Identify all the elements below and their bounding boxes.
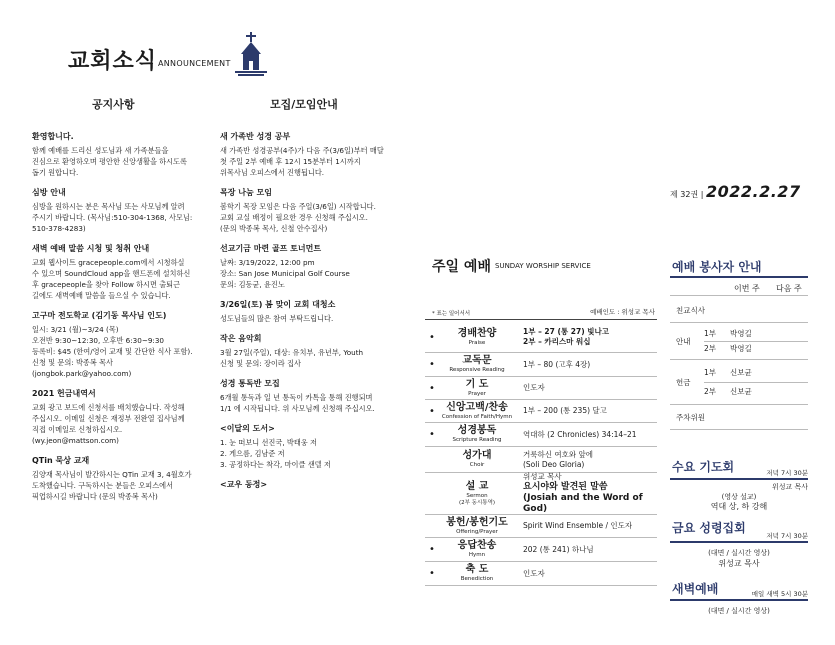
- notice-heading: 새벽 예배 말씀 시청 및 청취 안내: [32, 244, 150, 253]
- worship-order-row: [425, 447, 657, 473]
- worship-order-name-ko: 성가대: [462, 450, 492, 461]
- notice-heading: 심방 안내: [32, 188, 66, 197]
- worship-order-detail: [515, 569, 657, 579]
- worship-order-detail: [515, 450, 657, 470]
- worship-order-detail-line: 1부 – 80 (고후 4장): [523, 359, 591, 369]
- divider: [670, 295, 808, 296]
- stand-marker: •: [429, 382, 435, 394]
- worship-order-detail-line: 202 (통 241) 하나님: [523, 544, 594, 554]
- gathering-golf: [220, 244, 400, 290]
- service-dawn-title: 새벽예배: [672, 582, 719, 596]
- divider: [670, 599, 808, 601]
- worship-order-name: [439, 481, 515, 507]
- worship-order-name: [439, 402, 515, 421]
- worship-order-name: [439, 425, 515, 444]
- ministry-offering: [670, 360, 808, 404]
- worship-order-name: [439, 379, 515, 398]
- gathering-heading: 성경 통독반 모집: [220, 379, 280, 388]
- notice-evangelism-school: [32, 311, 210, 379]
- worship-order-name-en: Sermon (2부 동시통역): [458, 492, 496, 506]
- page-title: 교회소식: [68, 49, 158, 74]
- stand-marker: •: [429, 331, 435, 343]
- gathering-newcomer: [220, 132, 400, 178]
- service-friday-leader: 위성교 목사: [718, 559, 760, 568]
- worship-leader: 예배인도 : 위성교 목사: [590, 308, 655, 316]
- worship-note: * 표는 일어서서: [432, 311, 471, 317]
- worship-order-detail: [515, 521, 657, 531]
- worship-order-detail: [515, 327, 657, 347]
- notice-body: 심방을 원하시는 분은 목사님 또는 사모님께 알려 주시기 바랍니다. (목사님:510-304-1368, 사모님: 510-378-4283): [32, 202, 193, 233]
- notice-body: 교회 웹사이트 gracepeople.com에서 시청하실 수 있으며 SoundCloud app을 핸드폰에 설치하신 후 gracepeople을 찾아 Follow 하시면 출퇴근 길에도 새벽예배 말씀을 들으실 수 있습니다.: [32, 258, 191, 300]
- worship-order-name: [439, 328, 515, 347]
- worship-order-name: [439, 564, 515, 583]
- worship-order-name-en: Choir: [469, 462, 485, 468]
- issue-separator: |: [700, 190, 706, 199]
- worship-order-detail: [515, 383, 657, 393]
- worship-order-row: [425, 423, 657, 447]
- worship-order-name-ko: 축 도: [465, 564, 489, 575]
- worship-order-detail-line: Spirit Wind Ensemble / 인도자: [523, 521, 633, 530]
- ministry-usher: [670, 323, 808, 359]
- worship-order-detail-line: 거룩하신 여호와 앞에: [523, 449, 593, 459]
- gathering-heading: 새 가족반 성경 공부: [220, 132, 291, 141]
- ministry-col-this-week: 이번 주: [734, 284, 760, 293]
- stand-marker: •: [429, 359, 435, 370]
- ministry-title: 예배 봉사자 안내: [672, 260, 762, 274]
- notice-body: 김양재 목사님이 발간하시는 QTin 교재 3, 4월호가 도착했습니다. 구독하시는 분들은 오피스에서 픽업하시길 바랍니다 (문의 박종복 목사): [32, 470, 192, 501]
- gathering-books: [220, 424, 400, 470]
- worship-order-name: [439, 540, 515, 559]
- worship-order-detail-line: 위성교 목사: [523, 472, 562, 481]
- gathering-body: 6개월 통독과 일 년 통독이 카톡을 통해 진행되며 1/1 에 시작됩니다. 위 사모님께 신청해 주십시오.: [220, 393, 375, 413]
- worship-order-name: [439, 450, 515, 469]
- gathering-cleaning: [220, 300, 400, 324]
- worship-order-detail: [515, 472, 657, 515]
- stand-marker: •: [429, 429, 435, 440]
- notices-heading: 공지사항: [92, 98, 135, 111]
- worship-order-row: [425, 353, 657, 377]
- notice-qtin: [32, 456, 210, 502]
- gathering-heading: 3/26일(토) 봄 맞이 교회 대청소: [220, 300, 336, 309]
- notices-column: [32, 132, 210, 512]
- worship-order-detail-line: 1부 – 27 (통 27) 빛나고: [523, 327, 609, 336]
- gathering-heading: <교우 동정>: [220, 480, 268, 489]
- gathering-body: 성도님들의 많은 참여 부탁드립니다.: [220, 314, 334, 323]
- stand-marker: •: [429, 544, 435, 555]
- service-friday-time: 저녁 7시 30분: [766, 532, 808, 540]
- notice-body: 교회 광고 보드에 신청서를 배치했습니다. 작성해 주십시오. 이메일 신청은 재정부 전완열 집사님께 직접 이메일로 신청하십시오. (wy.jeon@mattson.com): [32, 403, 185, 445]
- ministry-col-next-week: 다음 주: [776, 284, 802, 293]
- notice-dawn-worship: [32, 244, 210, 301]
- gatherings-heading: 모집/모임안내: [270, 98, 338, 111]
- ministry-part: 1부: [704, 329, 717, 338]
- notice-welcome: [32, 132, 210, 178]
- worship-order-detail-line: (Soli Deo Gloria): [523, 459, 585, 469]
- gathering-body: 봄학기 목장 모임은 다음 주일(3/6일) 시작합니다. 교회 교실 배정이 필요한 경우 신청해 주십시오. (문의 박종복 목사, 신철 안수집사): [220, 202, 376, 233]
- notice-body: 일시: 3/21 (월)~3/24 (목) 오전반 9:30~12:30, 오후반 6:30~9:30 등록비: $45 (한여/영어 교재 및 간단한 식사 포함). 신청 및 문의: 박종복 목사 (jongbok.park@yahoo.com): [32, 325, 193, 378]
- divider: [670, 541, 808, 543]
- worship-order-name-en: Offering/Prayer: [456, 528, 498, 535]
- divider: [670, 478, 808, 480]
- worship-order-name-en: Praise: [468, 339, 486, 346]
- ministry-person: 신보균: [730, 368, 752, 377]
- notice-body: 함께 예배를 드리신 성도님과 새 가족분들을 진심으로 환영하오며 평안한 신앙생활을 하시도록 돕기 원합니다.: [32, 146, 187, 177]
- gathering-members-news: [220, 480, 400, 490]
- ministry-person: 박영길: [730, 344, 752, 353]
- service-dawn-format: (대면 / 실시간 영상): [708, 607, 770, 615]
- sermon-title: (Josiah and the Word of God): [523, 493, 643, 514]
- gathering-bible-reading: [220, 379, 400, 414]
- worship-order-name: [439, 355, 515, 374]
- worship-order-name-ko: 경배찬양: [457, 327, 497, 339]
- notice-heading: 고구마 전도학교 (김기동 목사님 인도): [32, 311, 167, 320]
- gathering-body: 날짜: 3/19/2022, 12:00 pm 장소: San Jose Municipal Golf Course 문의: 김동균, 윤진노: [220, 258, 350, 289]
- service-friday-format: (대면 / 실시간 영상): [708, 549, 770, 557]
- stand-marker: •: [429, 568, 435, 579]
- ministry-part: 2부: [704, 344, 717, 353]
- worship-order-name-ko: 기 도: [465, 378, 489, 390]
- issue-volume: 제 32권: [670, 190, 699, 199]
- gatherings-column: [220, 132, 400, 500]
- ministry-label: 안내: [676, 336, 691, 346]
- worship-order-name-en: Scripture Reading: [452, 437, 502, 443]
- worship-order-name-ko: 성경봉독: [457, 425, 497, 436]
- ministry-table: [670, 298, 808, 430]
- service-wednesday-detail: 역대 상, 하 강해: [710, 502, 768, 511]
- divider: [670, 429, 808, 430]
- service-wednesday-time: 저녁 7시 30분: [766, 469, 808, 477]
- worship-order-detail: [515, 406, 657, 416]
- sermon-title: 요시야와 발견된 말씀: [523, 482, 608, 492]
- gathering-body: 1. 눈 떠보니 선진국, 박태웅 저 2. 게으름, 김남준 저 3. 공정하다는 착각, 마이클 샌델 저: [220, 438, 331, 469]
- divider: [670, 276, 808, 278]
- worship-order-row: [425, 473, 657, 515]
- ministry-person: 신보균: [730, 387, 752, 396]
- gathering-body: 3월 27일(주일), 대상: 유치부, 유년부, Youth 신청 및 문의: 장이라 집사: [220, 348, 364, 368]
- church-icon: [232, 32, 270, 76]
- worship-order-row: [425, 538, 657, 562]
- service-wednesday-format: (영상 설교): [721, 493, 757, 501]
- worship-order-detail: [515, 430, 657, 440]
- notice-heading: 환영합니다.: [32, 132, 74, 141]
- stand-marker: •: [429, 405, 435, 417]
- notice-heading: 2021 헌금내역서: [32, 389, 96, 398]
- worship-order-name-en: Benediction: [460, 576, 494, 582]
- worship-order-detail: [515, 360, 657, 370]
- worship-order-row: [425, 322, 657, 353]
- worship-order-detail-line: 1부 – 200 (통 235) 달고: [523, 406, 607, 415]
- gathering-heading: <이달의 도서>: [220, 424, 275, 433]
- service-friday-title: 금요 성령집회: [672, 521, 746, 535]
- worship-order-row: [425, 515, 657, 538]
- divider: [425, 319, 657, 320]
- worship-order-name-ko: 설 교: [465, 480, 489, 492]
- page-subtitle: ANNOUNCEMENT: [158, 59, 231, 68]
- worship-order-row: [425, 562, 657, 586]
- worship-order-name-en: Prayer: [468, 390, 486, 397]
- worship-order-detail-line: 역대하 (2 Chronicles) 34:14–21: [523, 429, 637, 439]
- service-wednesday-leader: 위성교 목사: [771, 483, 808, 491]
- notice-visit: [32, 188, 210, 234]
- ministry-label: 친교식사: [676, 305, 705, 315]
- worship-order-name-ko: 교독문: [462, 355, 492, 366]
- worship-order-detail-line: 2부 – 카리스마 워십: [523, 337, 591, 346]
- gathering-body: 새 가족반 성경공부(4주)가 다음 주(3/6일)부터 매달 첫 주일 2부 예배 후 12시 15분부터 1시까지 위목사님 오피스에서 진행됩니다.: [220, 146, 384, 177]
- worship-order-name: [439, 517, 515, 536]
- gathering-heading: 선교기금 마련 골프 토너먼트: [220, 244, 322, 253]
- worship-order-detail-line: 인도자: [523, 568, 545, 578]
- worship-order-row: [425, 400, 657, 423]
- worship-order-name-en: Confession of Faith/Hymn: [441, 413, 513, 420]
- worship-order-name-en: Responsive Reading: [449, 367, 505, 373]
- worship-order: [425, 322, 657, 586]
- gathering-heading: 작은 음악회: [220, 334, 262, 343]
- issue-date: 2022.2.27: [705, 182, 801, 201]
- ministry-parking: [670, 405, 808, 429]
- ministry-person: 박영길: [730, 329, 752, 338]
- service-wednesday-title: 수요 기도회: [672, 460, 735, 474]
- ministry-part: 1부: [704, 368, 717, 377]
- worship-order-name-ko: 응답찬송: [457, 540, 497, 551]
- ministry-label: 주차위원: [676, 412, 705, 422]
- ministry-label: 헌금: [676, 377, 691, 387]
- worship-order-detail-line: 인도자: [523, 383, 545, 392]
- worship-subtitle: SUNDAY WORSHIP SERVICE: [495, 262, 591, 270]
- worship-order-name-ko: 봉헌/봉헌기도: [446, 516, 508, 528]
- worship-order-row: [425, 377, 657, 400]
- worship-order-name-en: Hymn: [468, 552, 486, 558]
- gathering-heading: 목장 나눔 모임: [220, 188, 272, 197]
- worship-order-detail: [515, 545, 657, 555]
- issue-info: [670, 182, 801, 201]
- worship-title: 주일 예배: [432, 259, 491, 275]
- ministry-part: 2부: [704, 387, 717, 396]
- worship-order-name-ko: 신앙고백/찬송: [446, 401, 508, 413]
- service-dawn-time: 매일 새벽 5시 30분: [751, 590, 808, 598]
- gathering-concert: [220, 334, 400, 369]
- notice-offering-statement: [32, 389, 210, 446]
- notice-heading: QTin 묵상 교재: [32, 456, 90, 465]
- gathering-mokjang: [220, 188, 400, 234]
- ministry-greeter: [670, 298, 808, 322]
